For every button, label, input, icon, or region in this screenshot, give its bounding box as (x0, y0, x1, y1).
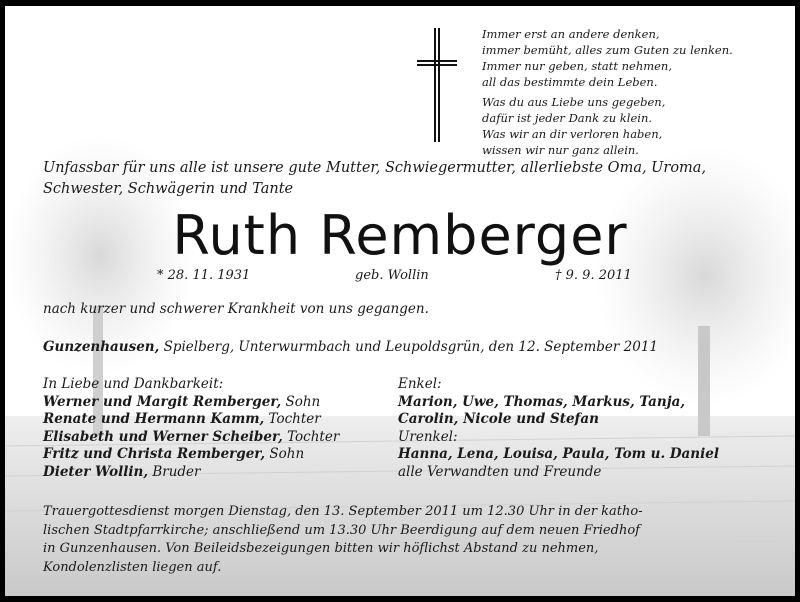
passed-text: nach kurzer und schwerer Krankheit von uns gegangen. (43, 301, 429, 317)
cross-icon (417, 28, 465, 144)
service-line: Trauergottesdienst morgen Dienstag, den 13. September 2011 um 12.30 Uhr in der katho- (43, 504, 643, 519)
service-line: Kondolenzlisten liegen auf. (43, 559, 222, 575)
family-heading: In Liebe und Dankbarkeit: (43, 376, 224, 392)
funeral-service-text (43, 503, 643, 577)
intro-line: Schwester, Schwägerin und Tante (43, 181, 294, 197)
service-line: lischen Stadtpfarrkirche; anschließend um 13.30 Uhr Beerdigung auf dem neuen Friedhof (43, 522, 640, 538)
poem-line: dafür ist jeder Dank zu klein. (482, 111, 653, 125)
obituary-notice (5, 6, 795, 596)
intro-line: Unfassbar für uns alle ist unsere gute Mutter, Schwiegermutter, allerliebste Oma, Uroma, (43, 160, 707, 176)
family-entry: Dieter Wollin, Bruder (43, 463, 201, 480)
family-left (43, 376, 339, 481)
place-rest: Spielberg, Unterwurmbach und Leupoldsgrün, den 12. September 2011 (159, 339, 659, 355)
poem-line: wissen wir nur ganz allein. (482, 143, 639, 157)
family-entry: Elisabeth und Werner Scheiber, Tochter (43, 428, 340, 445)
family-entry: Renate und Hermann Kamm, Tochter (43, 411, 321, 427)
grandchildren-line: Marion, Uwe, Thomas, Markus, Tanja, (398, 393, 686, 410)
maiden-name: geb. Wollin (355, 268, 429, 283)
intro-text (43, 158, 706, 200)
family-entry: Fritz und Christa Remberger, Sohn (43, 446, 305, 462)
deceased-name: Ruth Remberger (172, 204, 628, 267)
grandchildren-heading: Enkel: (398, 376, 442, 392)
poem-line: Immer nur geben, statt nehmen, (482, 59, 672, 73)
family-right (398, 376, 719, 481)
death-date: † 9. 9. 2011 (555, 268, 632, 283)
poem-line: immer bemüht, alles zum Guten zu lenken. (482, 43, 733, 57)
poem (482, 26, 733, 158)
great-grandchildren-heading: Urenkel: (398, 428, 458, 445)
relatives-line: alle Verwandten und Freunde (398, 463, 602, 480)
poem-line: all das bestimmte dein Leben. (482, 75, 658, 89)
grandchildren-line: Carolin, Nicole und Stefan (398, 411, 599, 427)
service-line: in Gunzenhausen. Von Beileidsbezeigungen bitten wir höflichst Abstand zu nehmen, (43, 541, 599, 556)
family-entry: Werner und Margit Remberger, Sohn (43, 393, 321, 410)
great-grandchildren-line: Hanna, Lena, Louisa, Paula, Tom u. Daniel (398, 446, 719, 462)
life-dates (5, 268, 795, 288)
place-date (43, 339, 658, 355)
poem-line: Was wir an dir verloren haben, (482, 127, 663, 141)
place-main: Gunzenhausen, (43, 339, 160, 355)
birth-date: * 28. 11. 1931 (157, 268, 251, 283)
poem-line: Was du aus Liebe uns gegeben, (482, 95, 666, 109)
poem-line: Immer erst an andere denken, (482, 27, 660, 41)
